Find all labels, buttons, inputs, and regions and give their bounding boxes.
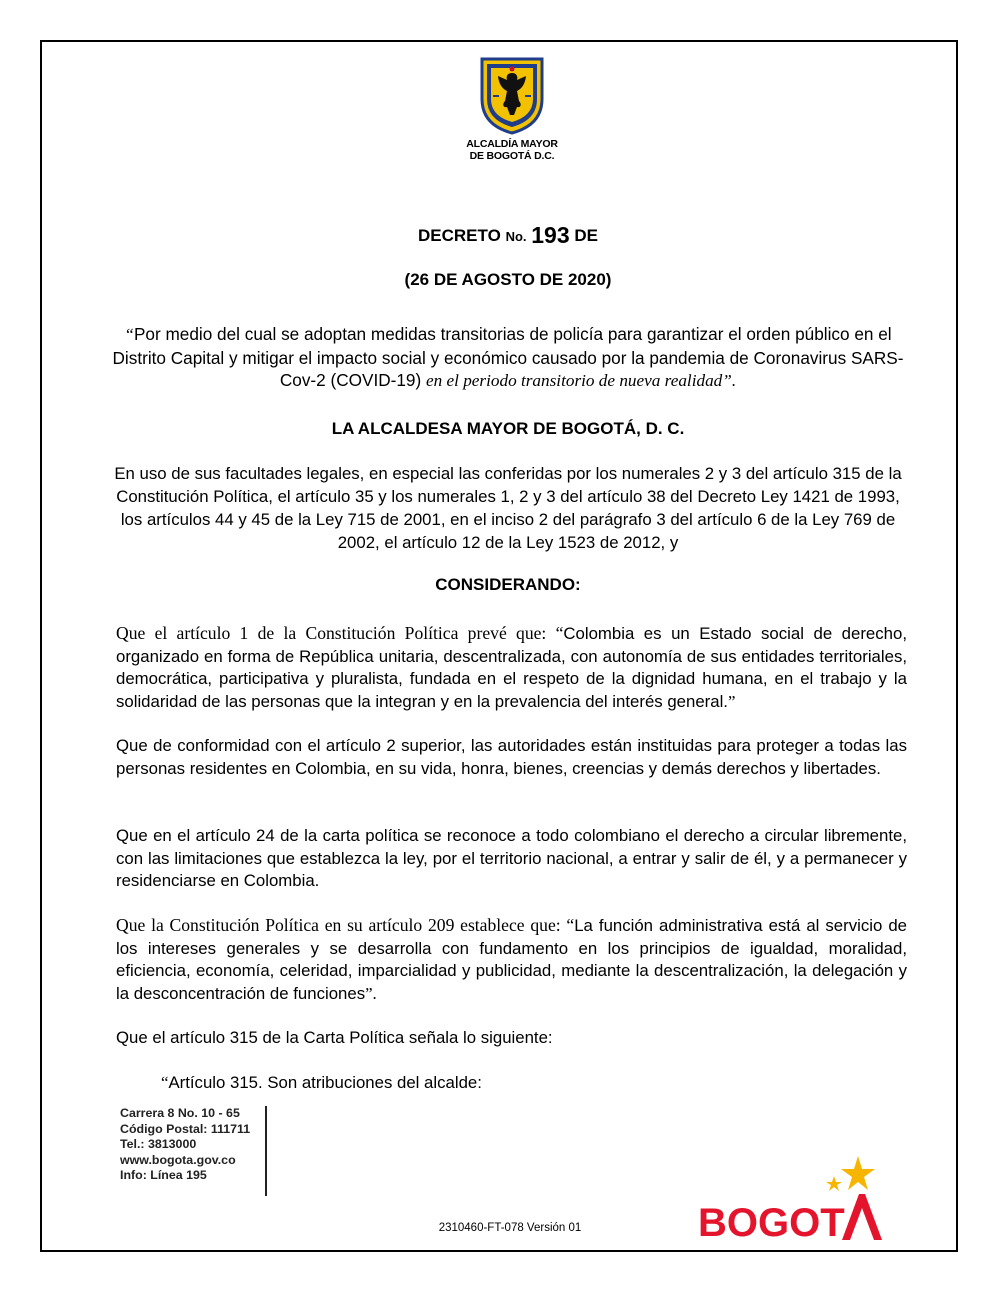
contact-info: Info: Línea 195 [120, 1168, 207, 1183]
contact-block [120, 1106, 250, 1184]
paragraph-4 [116, 914, 907, 1005]
subject-italic: en el periodo transitorio de nueva realidad”. [425, 371, 737, 390]
authority-heading: LA ALCALDESA MAYOR DE BOGOTÁ, D. C. [331, 419, 685, 438]
bogota-logo [696, 1154, 886, 1250]
small-star-icon [826, 1176, 842, 1191]
seal-caption [440, 138, 584, 162]
considering-heading: CONSIDERANDO: [435, 575, 581, 594]
subject-main: Por medio del cual se adoptan medidas transitorias de policía para garantizar el orden público en el Distrito Capital y mitigar el impacto social y económico causado por la pandemia de Coronavirus SARS-Cov-2 (COVID-19) [112, 324, 904, 390]
article-text: Artículo 315. Son atribuciones del alcalde: [168, 1073, 482, 1092]
paragraph-2: Que de conformidad con el artículo 2 superior, las autoridades están instituidas para proteger a todas las personas residentes en Colombia, en su vida, honra, bienes, creencias y demás derechos y libertades. [116, 736, 907, 778]
form-code: 2310460-FT-078 Versión 01 [438, 1222, 582, 1234]
contact-postal: Código Postal: 111711 [120, 1121, 251, 1136]
paragraph-5: Que el artículo 315 de la Carta Política señala lo siguiente: [116, 1028, 553, 1047]
article-open-quote: “ [161, 1073, 169, 1092]
star-icon [841, 1156, 875, 1190]
paragraph-4-lead: Que la Constitución Política en su artículo 209 establece que: “ [116, 915, 575, 935]
paragraph-1-lead: Que el artículo 1 de la Constitución Política prevé que: “ [116, 623, 564, 643]
decree-title-no: No. [505, 229, 527, 244]
decree-number: 193 [531, 222, 570, 248]
decree-subject [110, 323, 906, 393]
logo-wordmark: BOGOT [698, 1201, 845, 1245]
paragraph-3: Que en el artículo 24 de la carta política se reconoce a todo colombiano el derecho a circular libremente, con las limitaciones que establezca la ley, por el territorio nacional, a entrar y salir de él, y a permanecer y residenciarse en Colombia. [116, 826, 907, 891]
coat-of-arms-icon [476, 55, 548, 135]
powers-paragraph: En uso de sus facultades legales, en especial las conferidas por los numerales 2 y 3 del artículo 315 de la Constitución Política, el artículo 35 y los numerales 1, 2 y 3 del artículo 38 del Decreto Ley 1421 de 1993, los artículos 44 y 45 de la Ley 715 de 2001, en el inciso 2 del parágrafo 3 del artículo 6 de la Ley 769 de 2002, el artículo 12 de la Ley 1523 de 2012, y [114, 464, 902, 552]
decree-title-suffix: DE [574, 226, 598, 245]
decree-title-prefix: DECRETO [418, 226, 501, 245]
seal-caption-line1: ALCALDÍA MAYOR [466, 138, 558, 150]
subject-open-quote: “ [124, 325, 134, 344]
decree-title [110, 222, 906, 249]
paragraph-1 [116, 622, 907, 713]
paragraph-1-quote: Colombia es un Estado social de derecho, organizado en forma de República unitaria, descentralizada, con autonomía de sus entidades territoriales, democrática, participativa y pluralista, fundada en el respeto de la dignidad humana, en el trabajo y la solidaridad de las personas que la integran y en la prevalencia del interés general. [116, 624, 907, 711]
paragraph-1-close: ” [727, 691, 736, 711]
contact-address: Carrera 8 No. 10 - 65 [120, 1106, 240, 1120]
contact-web: www.bogota.gov.co [120, 1152, 236, 1167]
contact-phone: Tel.: 3813000 [120, 1137, 197, 1152]
seal-caption-line2: DE BOGOTÁ D.C. [469, 150, 555, 162]
paragraph-4-quote: La función administrativa está al servicio de los intereses generales y se desarrolla con fundamento en los principios de igualdad, moralidad, eficiencia, economía, celeridad, imparcialidad y publicidad, mediante la descentralización, la delegación y la desconcentración de funciones [116, 916, 907, 1003]
contact-divider [265, 1106, 267, 1196]
article-quote [161, 1073, 482, 1093]
paragraph-4-close: ”. [365, 983, 377, 1003]
decree-date: (26 DE AGOSTO DE 2020) [404, 270, 612, 289]
